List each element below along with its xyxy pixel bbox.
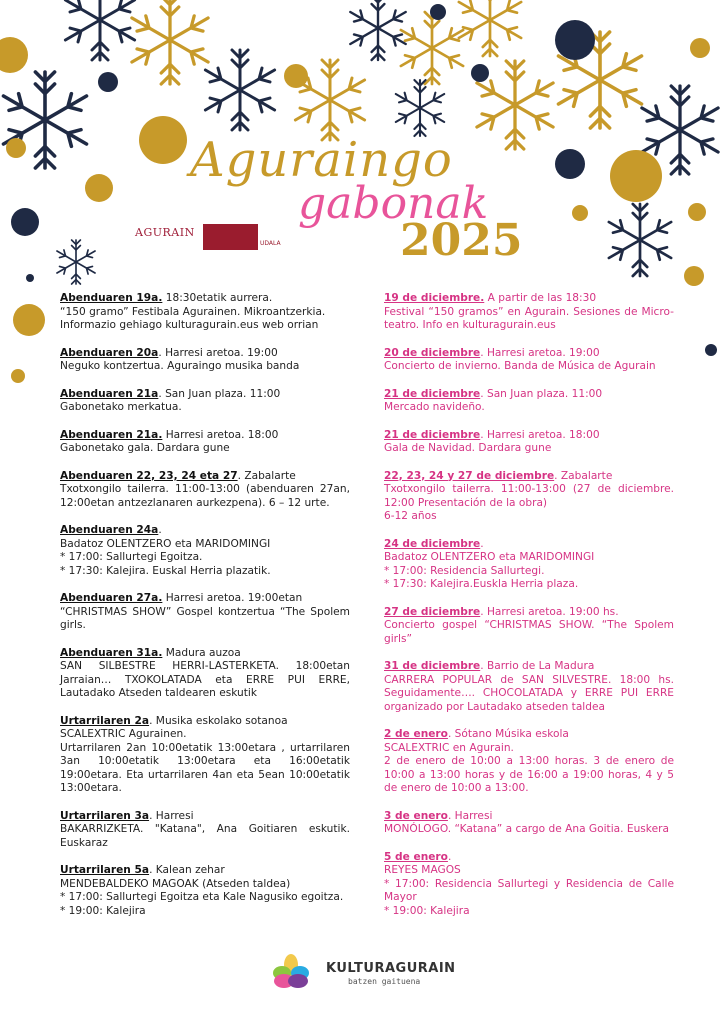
item-header: [384, 538, 674, 552]
item-line: * 19:00: Kalejira: [384, 904, 470, 917]
item-header: [60, 470, 350, 484]
schedule-item: [384, 347, 674, 374]
item-date: 19 de diciembre.: [384, 292, 485, 304]
item-header: [384, 470, 674, 484]
item-line: CARRERA POPULAR de SAN SILVESTRE. 18:00 hs. Seguidamente…. CHOCOLATADA y ERRE PUI ERRE organizado por Lautadako atseden taldea: [384, 673, 674, 713]
item-line: SCALEXTRIC Agurainen.: [60, 728, 187, 740]
item-line: SCALEXTRIC en Agurain.: [384, 741, 514, 754]
kulturagurain-logo: [268, 953, 468, 997]
item-line: * 17:30: Kalejira. Euskal Herria plazatik.: [60, 564, 271, 577]
item-date: 24 de diciembre: [384, 537, 481, 550]
item-line: 2 de enero de 10:00 a 13:00 horas. 3 de enero de 10:00 a 13:00 horas y de 16:00 a 19:00 horas, 4 y 5 de enero de 10:00 a 13:00.: [384, 755, 674, 794]
item-date: Abenduaren 27a.: [60, 592, 163, 604]
item-place: . Zabalarte: [237, 469, 296, 482]
item-place: . Harresi: [149, 809, 194, 822]
agurain-udala-logo: [135, 220, 281, 260]
item-line: Concierto gospel “CHRISTMAS SHOW. “The Spolem girls”: [384, 619, 674, 645]
item-date: Abenduaren 21a: [60, 387, 159, 400]
item-place: 18:30etatik aurrera.: [162, 292, 273, 304]
item-date: 27 de diciembre: [384, 605, 481, 618]
item-line: Badatoz OLENTZERO eta MARIDOMINGI: [60, 537, 271, 550]
item-place: . Barrio de La Madura: [480, 660, 595, 672]
schedule-item: [384, 388, 674, 415]
item-date: 2 de enero: [384, 728, 448, 740]
schedule-item: [384, 292, 674, 333]
item-date: Urtarrilaren 5a: [60, 864, 150, 876]
item-place: . Zabalarte: [554, 469, 613, 482]
item-line: * 19:00: Kalejira: [60, 904, 146, 917]
item-place: .: [447, 850, 452, 863]
schedule-item: [384, 606, 674, 647]
item-line: SAN SILBESTRE HERRI-LASTERKETA. 18:00etan Jarraian… TXOKOLATADA eta ERRE PUI ERRE, Lautadako Atseden taldearen eskutik: [60, 660, 350, 699]
item-date: Abenduaren 21a.: [60, 428, 163, 441]
schedule-item: [60, 429, 350, 456]
schedule-item: [384, 470, 674, 524]
item-header: [384, 429, 674, 443]
logo-building-icon: [203, 224, 258, 250]
schedule-item: [60, 592, 350, 633]
schedule-item: [60, 524, 350, 578]
item-header: [384, 810, 674, 824]
title-year: 2025: [400, 215, 523, 266]
schedule-item: [60, 292, 350, 333]
item-line: Mercado navideño.: [384, 401, 485, 413]
item-date: 21 de diciembre: [384, 387, 481, 400]
item-line: Neguko kontzertua. Aguraingo musika banda: [60, 360, 300, 372]
schedule-item: [60, 864, 350, 918]
title-aguraingo: Aguraingo: [190, 132, 453, 188]
item-date: 20 de diciembre: [384, 346, 481, 359]
item-line: Txotxongilo tailerra. 11:00-13:00 (abenduaren 27an, 12:00etan antzezlanaren aurkezpena). 6 – 12 urte.: [60, 483, 350, 509]
item-date: Urtarrilaren 2a: [60, 714, 150, 727]
item-line: Gala de Navidad. Dardara gune: [384, 442, 552, 454]
item-place: . Harresi aretoa. 19:00 hs.: [480, 605, 619, 618]
item-date: 5 de enero: [384, 850, 448, 863]
schedule-item: [384, 851, 674, 919]
item-header: [384, 606, 674, 620]
item-place: . Harresi aretoa. 19:00: [480, 346, 600, 359]
schedule-item: [60, 347, 350, 374]
item-place: A partir de las 18:30: [484, 292, 597, 304]
brand-name: KULTURAGURAIN: [326, 961, 456, 976]
item-date: 31 de diciembre: [384, 660, 481, 672]
item-line: Gabonetako gala. Dardara gune: [60, 442, 230, 454]
item-place: . Harresi aretoa. 19:00: [158, 346, 278, 359]
item-header: [60, 388, 350, 402]
schedule-item: [384, 728, 674, 796]
schedule-item: [384, 538, 674, 592]
item-place: . Harresi aretoa. 18:00: [480, 428, 600, 441]
item-header: [384, 347, 674, 361]
item-date: Abenduaren 19a.: [60, 292, 163, 304]
item-header: [60, 592, 350, 606]
item-place: Harresi aretoa. 19:00etan: [162, 592, 303, 604]
item-header: [384, 728, 674, 742]
item-date: Abenduaren 24a: [60, 524, 159, 536]
item-date: Urtarrilaren 3a: [60, 809, 150, 822]
item-date: Abenduaren 20a: [60, 346, 159, 359]
logo-text: AGURAIN: [135, 226, 195, 239]
item-line: Festival “150 gramos” en Agurain. Sesiones de Micro-teatro. Info en kulturagurain.eus: [384, 305, 674, 331]
item-header: [60, 810, 350, 824]
brand-tagline: batzen gaituena: [348, 977, 421, 986]
item-place: . Musika eskolako sotanoa: [149, 714, 288, 727]
item-header: [384, 388, 674, 402]
item-header: [384, 660, 674, 674]
item-place: .: [158, 524, 162, 536]
item-place: Harresi aretoa. 18:00: [162, 428, 279, 441]
item-line: “150 gramo” Festibala Agurainen. Mikroantzerkia.: [60, 305, 326, 318]
schedule-item: [60, 388, 350, 415]
item-line: 6-12 años: [384, 510, 437, 522]
item-line: Badatoz OLENTZERO eta MARIDOMINGI: [384, 551, 595, 563]
item-date: Abenduaren 22, 23, 24 eta 27: [60, 469, 238, 482]
schedule-item: [60, 810, 350, 851]
schedule-item: [60, 470, 350, 511]
item-line: BAKARRIZKETA. "Katana", Ana Goitiaren eskutik. Euskaraz: [60, 823, 350, 849]
item-header: [60, 864, 350, 878]
schedule-item: [384, 660, 674, 714]
item-line: Txotxongilo tailerra. 11:00-13:00 (27 de diciembre. 12:00 Presentación de la obra): [384, 483, 674, 509]
item-header: [60, 715, 350, 729]
item-date: 3 de enero: [384, 809, 448, 822]
item-line: Gabonetako merkatua.: [60, 401, 182, 413]
item-place: Madura auzoa: [162, 646, 241, 659]
item-line: * 17:30: Kalejira.Euskla Herria plaza.: [384, 578, 579, 590]
item-header: [60, 292, 350, 306]
logo-sub: UDALA: [260, 240, 281, 247]
item-date: 22, 23, 24 y 27 de diciembre: [384, 469, 555, 482]
item-date: 21 de diciembre: [384, 428, 481, 441]
schedule-item: [60, 647, 350, 701]
item-place: . Sótano Músika eskola: [447, 728, 569, 740]
item-date: Abenduaren 31a.: [60, 646, 163, 659]
spanish-schedule: [384, 292, 674, 932]
title-gabonak: gabonak: [298, 178, 489, 229]
item-line: MONÓLOGO. “Katana” a cargo de Ana Goitia. Euskera: [384, 823, 669, 835]
item-place: . San Juan plaza. 11:00: [480, 387, 603, 400]
item-line: * 17:00: Sallurtegi Egoitza eta Kale Nagusiko egoitza.: [60, 891, 344, 903]
schedule-item: [384, 810, 674, 837]
item-place: . San Juan plaza. 11:00: [158, 387, 281, 400]
item-line: Concierto de invierno. Banda de Música de Agurain: [384, 360, 656, 372]
flower-logo-icon: [268, 953, 314, 993]
item-line: * 17:00: Residencia Sallurtegi.: [384, 564, 545, 577]
item-line: MENDEBALDEKO MAGOAK (Atseden taldea): [60, 877, 291, 890]
item-line: “CHRISTMAS SHOW” Gospel kontzertua “The Spolem girls.: [60, 605, 350, 631]
item-line: Informazio gehiago kulturagurain.eus web orrian: [60, 319, 319, 331]
item-line: * 17:00: Sallurtegi Egoitza.: [60, 551, 203, 563]
item-line: * 17:00: Residencia Sallurtegi y Residencia de Calle Mayor: [384, 877, 674, 903]
item-header: [60, 647, 350, 661]
item-line: REYES MAGOS: [384, 864, 461, 876]
item-header: [60, 524, 350, 538]
basque-schedule: [60, 292, 350, 932]
schedule-item: [60, 715, 350, 796]
item-header: [384, 292, 674, 306]
item-place: . Kalean zehar: [149, 864, 225, 876]
item-header: [384, 851, 674, 865]
item-line: Urtarrilaren 2an 10:00etatik 13:00etara , urtarrilaren 3an 10:00etatik 13:00etara eta 16:00etatik 19:00etara. Eta urtarrilaren 4an eta 5ean 10:00etatik 13:00etara.: [60, 741, 350, 794]
item-place: .: [480, 537, 484, 550]
item-place: . Harresi: [447, 809, 493, 822]
schedule-item: [384, 429, 674, 456]
item-header: [60, 429, 350, 443]
item-header: [60, 347, 350, 361]
